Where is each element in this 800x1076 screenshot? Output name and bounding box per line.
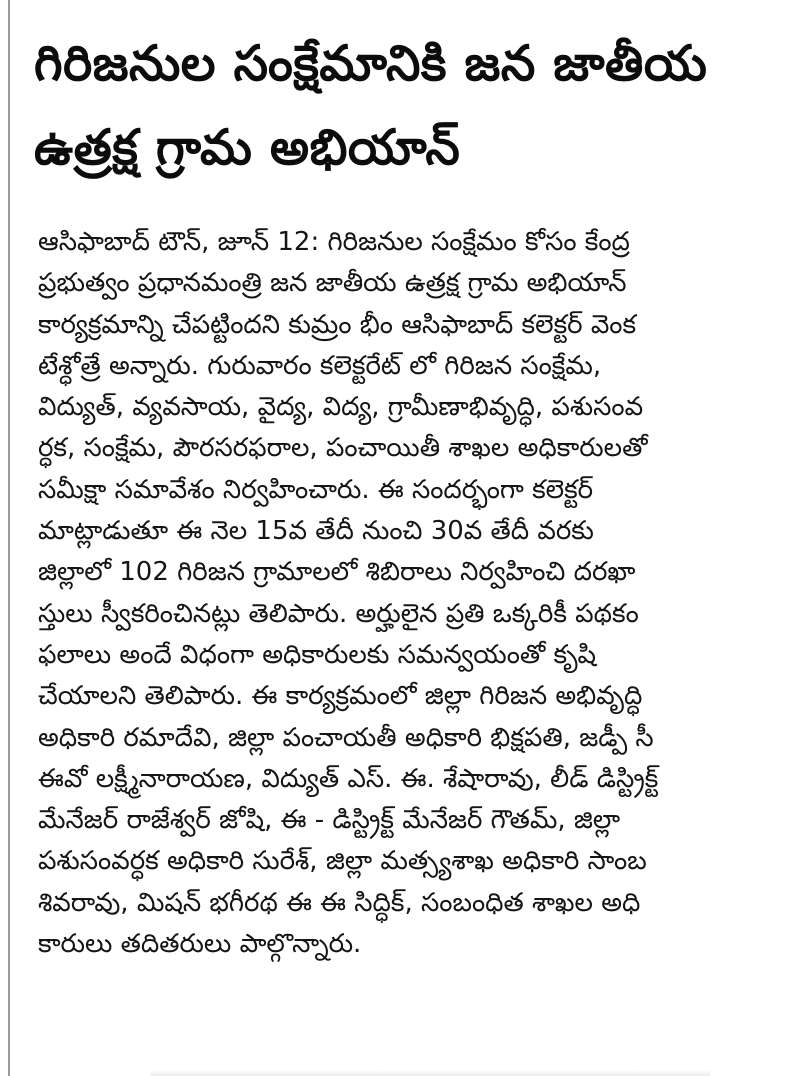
headline: [34, 22, 774, 190]
scan-edge-shadow: [150, 1070, 710, 1076]
body-line: ప్రభుత్వం ప్రధానమంత్రి జన జాతీయ ఉత్రక్ష గ్రామ అభియాన్: [38, 268, 627, 299]
headline-line: ఉత్రక్ష గ్రామ అభియాన్: [34, 119, 461, 176]
body-line: అధికారి రమాదేవి, జిల్లా పంచాయతీ అధికారి భిక్షపతి, జడ్పీ సీ: [38, 722, 654, 753]
column-divider: [8, 0, 10, 1076]
body-line: సమీక్షా సమావేశం నిర్వహించారు. ఈ సందర్భంగా కలెక్టర్: [38, 474, 594, 505]
body-line: ఈవో లక్ష్మీనారాయణ, విద్యుత్ ఎస్. ఈ. శేషారావు, లీడ్ డిస్ట్రిక్ట్: [38, 763, 659, 794]
body-line: ఆసిఫాబాద్ టౌన్, జూన్ 12: గిరిజనుల సంక్షేమం కోసం కేంద్ర: [38, 227, 630, 257]
body-line: శివరావు, మిషన్ భగీరథ ఈ ఈ సిద్ధిక్, సంబంధిత శాఖల అధి: [38, 887, 641, 918]
body-line: పశుసంవర్ధక అధికారి సురేశ్, జిల్లా మత్స్యశాఖ అధికారి సాంబ: [38, 846, 647, 877]
headline-line: గిరిజనుల సంక్షేమానికి జన జాతీయ: [34, 35, 708, 92]
body-line: ర్ధక, సంక్షేమ, పౌరసరఫరాల, పంచాయితీ శాఖల అధికారులతో: [38, 433, 648, 464]
body-line: మాట్లాడుతూ ఈ నెల 15వ తేదీ నుంచి 30వ తేదీ వరకు: [38, 516, 594, 547]
body-line: విద్యుత్, వ్యవసాయ, వైద్య, విద్య, గ్రామీణాభివృద్ధి, పశుసంవ: [38, 392, 644, 423]
body-line: స్తులు స్వీకరించినట్లు తెలిపారు. అర్హులైన ప్రతి ఒక్కరికీ పథకం: [38, 598, 639, 629]
body-line: జిల్లాలో 102 గిరిజన గ్రామాలలో శిబిరాలు నిర్వహించి దరఖా: [38, 557, 636, 588]
body-line: మేనేజర్ రాజేశ్వర్ జోషి, ఈ - డిస్ట్రిక్ట్ మేనేజర్ గౌతమ్, జిల్లా: [38, 805, 621, 836]
body-line: టేశ్ధోత్రే అన్నారు. గురువారం కలెక్టరేట్ లో గిరిజన సంక్షేమ,: [38, 350, 602, 381]
body-line: చేయాలని తెలిపారు. ఈ కార్యక్రమంలో జిల్లా గిరిజన అభివృద్ధి: [38, 681, 643, 712]
body-line: ఫలాలు అందే విధంగా అధికారులకు సమన్వయంతో కృషి: [38, 639, 597, 670]
body-line: కార్యక్రమాన్ని చేపట్టిందని కుమ్రం భీం ఆసిఫాబాద్ కలెక్టర్ వెంక: [38, 309, 637, 340]
body-line: కారులు తదితరులు పాల్గొన్నారు.: [38, 929, 362, 960]
article-body: [38, 222, 778, 965]
